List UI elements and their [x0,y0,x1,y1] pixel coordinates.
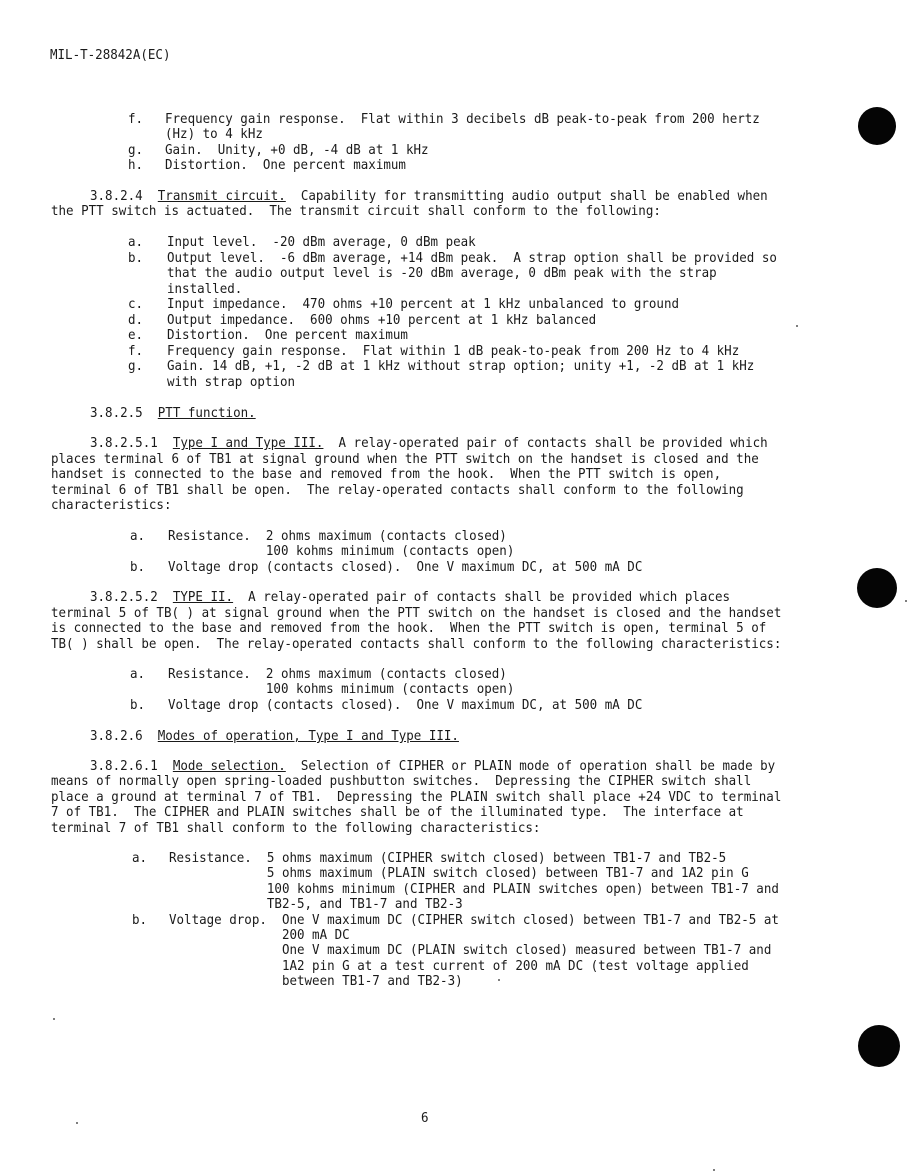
list-letter: h. [128,157,144,173]
section-number: 3.8.2.4 [90,188,143,204]
section-number: 3.8.2.5.2 [90,589,158,605]
paragraph-line: is connected to the base and removed from the hook. When the PTT switch is open, terminal 5 of [51,620,767,636]
section-title: Transmit circuit. [157,188,286,204]
section-title: Mode selection. [172,758,286,774]
list-letter: b. [132,912,148,928]
punch-hole-bottom [858,1025,900,1067]
paragraph-38252-line1 [90,590,730,606]
paragraph-line: handset is connected to the base and removed from the hook. When the PTT switch is open, [51,466,722,482]
list-letter: b. [130,559,146,575]
list-item-cont: 5 ohms maximum (PLAIN switch closed) between TB1-7 and 1A2 pin G [169,865,749,881]
punch-hole-top [858,107,896,145]
item-title: Frequency gain response. [165,111,346,127]
paragraph-line: terminal 5 of TB( ) at signal ground when the PTT switch on the handset is closed and the handset [51,605,782,621]
section-title: Modes of operation, Type I and Type III. [157,728,459,744]
list-letter: g. [128,142,144,158]
list-letter: a. [132,850,148,866]
list-item: Voltage drop. One V maximum DC (CIPHER switch closed) between TB1-7 and TB2-5 at [169,912,779,928]
heading-3826 [90,729,459,745]
section-number: 3.8.2.5.1 [90,435,158,451]
paragraph-text: Capability for transmitting audio output shall be enabled when [285,188,768,204]
list-item [165,158,406,174]
paragraph-text: A relay-operated pair of contacts shall be provided which places [233,589,731,605]
paragraph-line: TB( ) shall be open. The relay-operated contacts shall conform to the following characteristics: [51,636,782,652]
scan-speck [905,600,907,602]
list-item: Gain. 14 dB, +1, -2 dB at 1 kHz without strap option; unity +1, -2 dB at 1 kHz [167,358,755,374]
paragraph-line: terminal 6 of TB1 shall be open. The relay-operated contacts shall conform to the following [51,482,744,498]
section-title: PTT function. [157,405,256,421]
list-item-cont: 100 kohms minimum (contacts open) [168,681,515,697]
list-item: Voltage drop (contacts closed). One V maximum DC, at 500 mA DC [168,559,643,575]
list-item: Distortion. One percent maximum [167,327,408,343]
list-letter: e. [128,327,144,343]
list-item-cont: installed. [167,281,243,297]
heading-3825 [90,406,256,422]
list-item: Voltage drop (contacts closed). One V maximum DC, at 500 mA DC [168,697,643,713]
list-letter: f. [128,343,144,359]
item-text: Flat within 3 decibels dB peak-to-peak from 200 hertz [345,111,760,127]
paragraph-line: characteristics: [51,497,172,513]
item-text: One percent maximum [247,157,406,173]
list-item: Output level. -6 dBm average, +14 dBm peak. A strap option shall be provided so [167,250,777,266]
section-number: 3.8.2.5 [90,405,143,421]
list-letter: b. [128,250,144,266]
item-title: Distortion. [165,157,248,173]
list-item: Output impedance. 600 ohms +10 percent at 1 kHz balanced [167,312,597,328]
list-item-cont: 100 kohms minimum (contacts open) [168,543,515,559]
list-letter: b. [130,697,146,713]
list-item-cont: between TB1-7 and TB2-3) [169,973,463,989]
list-item: Resistance. 5 ohms maximum (CIPHER switch closed) between TB1-7 and TB2-5 [169,850,727,866]
paragraph-line: terminal 7 of TB1 shall conform to the following characteristics: [51,820,541,836]
list-item-cont: 1A2 pin G at a test current of 200 mA DC (test voltage applied [169,958,749,974]
scan-speck [796,325,798,327]
list-letter: g. [128,358,144,374]
paragraph-3824-line2: the PTT switch is actuated. The transmit circuit shall conform to the following: [51,203,661,219]
paragraph-line: means of normally open spring-loaded pushbutton switches. Depressing the CIPHER switch shall [51,773,752,789]
paragraph-38251-line1 [90,436,768,452]
punch-hole-middle [857,568,897,608]
list-item: Frequency gain response. Flat within 1 dB peak-to-peak from 200 Hz to 4 kHz [167,343,740,359]
list-letter: f. [128,111,144,127]
list-item-cont: One V maximum DC (PLAIN switch closed) measured between TB1-7 and [169,942,772,958]
item-title: Gain. [165,142,203,158]
list-letter: c. [128,296,144,312]
list-letter: d. [128,312,144,328]
paragraph-line: 7 of TB1. The CIPHER and PLAIN switches shall be of the illuminated type. The interface at [51,804,744,820]
list-item: Input impedance. 470 ohms +10 percent at 1 kHz unbalanced to ground [167,296,680,312]
scan-speck [498,979,500,981]
scan-speck [713,1169,715,1171]
list-item-cont: TB2-5, and TB1-7 and TB2-3 [169,896,463,912]
list-item: Resistance. 2 ohms maximum (contacts closed) [168,528,507,544]
section-number: 3.8.2.6 [90,728,143,744]
list-item-cont: with strap option [167,374,296,390]
list-item-cont: that the audio output level is -20 dBm average, 0 dBm peak with the strap [167,265,717,281]
scan-speck [53,1018,55,1020]
list-item-cont: (Hz) to 4 kHz [165,126,263,142]
paragraph-line: places terminal 6 of TB1 at signal ground when the PTT switch on the handset is closed and the [51,451,759,467]
section-title: TYPE II. [172,589,234,605]
list-item-cont: 200 mA DC [169,927,350,943]
list-item: Input level. -20 dBm average, 0 dBm peak [167,234,476,250]
section-title: Type I and Type III. [172,435,324,451]
list-letter: a. [130,528,146,544]
page-number: 6 [421,1110,429,1126]
paragraph-text: A relay-operated pair of contacts shall be provided which [323,435,768,451]
section-number: 3.8.2.6.1 [90,758,158,774]
paragraph-text: Selection of CIPHER or PLAIN mode of operation shall be made by [285,758,776,774]
document-id: MIL-T-28842A(EC) [50,47,171,63]
scan-speck [76,1122,78,1124]
list-letter: a. [128,234,144,250]
list-letter: a. [130,666,146,682]
item-text: Unity, +0 dB, -4 dB at 1 kHz [202,142,429,158]
paragraph-line: place a ground at terminal 7 of TB1. Depressing the PLAIN switch shall place +24 VDC to terminal [51,789,782,805]
list-item-cont: 100 kohms minimum (CIPHER and PLAIN switches open) between TB1-7 and [169,881,779,897]
list-item: Resistance. 2 ohms maximum (contacts closed) [168,666,507,682]
